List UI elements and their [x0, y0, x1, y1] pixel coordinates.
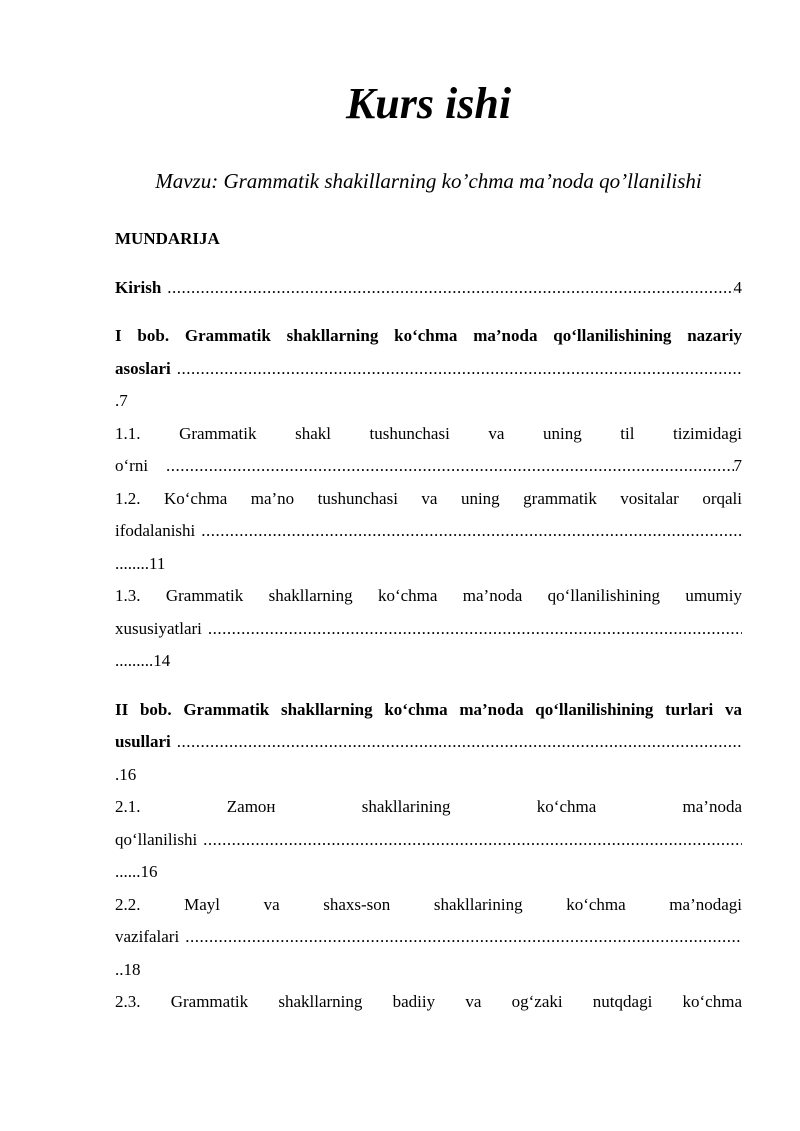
toc-entry-leader-row	[115, 515, 742, 548]
toc-entry-label: 1.3. Grammatik shakllarning ko‘chma ma’noda qo‘llanilishining umumiy	[115, 586, 742, 605]
toc-entry-page: ..18	[115, 959, 141, 979]
toc-entry-chapter-1[interactable]	[115, 320, 742, 418]
toc-entry-leader-row	[115, 353, 742, 386]
document-subtitle: Mavzu: Grammatik shakillarning ko’chma ma’noda qo’llanilishi	[155, 169, 702, 193]
dot-leader	[167, 272, 733, 305]
dot-leader	[177, 726, 742, 759]
dot-leader	[208, 613, 742, 646]
toc-entry-label: 2.1. Zamoн shakllarining ko‘chma ma’noda	[115, 797, 742, 816]
toc-entry-2-3[interactable]	[115, 986, 742, 1019]
toc-entry-kirish[interactable]	[115, 272, 742, 305]
toc-entry-page: .16	[115, 764, 137, 784]
toc-entry-label: I bob. Grammatik shakllarning ko‘chma ma’noda qo‘llanilishining nazariy	[115, 326, 742, 345]
toc-entry-label-cont: xususiyatlari	[115, 618, 202, 638]
toc-entry-label: II bob. Grammatik shakllarning ko‘chma ma’noda qo‘llanilishining turlari va	[115, 699, 742, 719]
toc-entry-label: 1.2. Ko‘chma ma’no tushunchasi va uning grammatik vositalar orqali	[115, 488, 742, 508]
toc-entry-leader-row	[115, 921, 742, 954]
toc-entry-page: 7	[733, 456, 742, 475]
toc-entry-page: ......16	[115, 862, 158, 881]
toc-entry-label: 1.1. Grammatik shakl tushunchasi va uning til tizimidagi	[115, 423, 742, 443]
dot-leader	[201, 515, 742, 548]
toc-entry-label-cont: vazifalari	[115, 927, 180, 946]
dot-leader	[185, 921, 742, 954]
toc-entry-2-1[interactable]	[115, 791, 742, 889]
toc-entry-label-cont: asoslari	[115, 358, 171, 378]
dot-leader	[166, 450, 733, 483]
toc-entry-page: .7	[115, 391, 128, 410]
dot-leader	[177, 353, 742, 386]
toc-entry-label: 2.3. Grammatik shakllarning badiiy va og‘zaki nutqdagi ko‘chma	[115, 992, 742, 1011]
toc-entry-1-3[interactable]	[115, 580, 742, 678]
toc-entry-label-cont: usullari	[115, 732, 171, 751]
toc-entry-leader-row	[115, 824, 742, 857]
toc-entry-1-1[interactable]	[115, 418, 742, 483]
toc-entry-1-2[interactable]	[115, 483, 742, 581]
dot-leader	[203, 824, 742, 857]
toc-entry-label-cont: o‘rni	[115, 456, 149, 475]
document-title: Kurs ishi	[345, 79, 512, 128]
toc-entry-2-2[interactable]	[115, 889, 742, 987]
toc-entry-page: .........14	[115, 651, 171, 670]
toc-entry-label: 2.2. Mayl va shaxs-son shakllarining ko‘chma ma’nodagi	[115, 894, 742, 914]
toc-entry-page: 4	[733, 277, 742, 297]
toc-entry-chapter-2[interactable]	[115, 694, 742, 792]
toc-heading: MUNDARIJA	[115, 229, 220, 248]
toc-entry-leader-row	[115, 726, 742, 759]
toc-entry-label: Kirish	[115, 277, 162, 297]
table-of-contents	[115, 223, 742, 1019]
toc-entry-leader-row	[115, 613, 742, 646]
toc-entry-leader-row	[115, 450, 742, 483]
toc-entry-label-cont: ifodalanishi	[115, 521, 196, 540]
toc-entry-page: ........11	[115, 553, 166, 573]
toc-entry-label-cont: qo‘llanilishi	[115, 829, 198, 849]
